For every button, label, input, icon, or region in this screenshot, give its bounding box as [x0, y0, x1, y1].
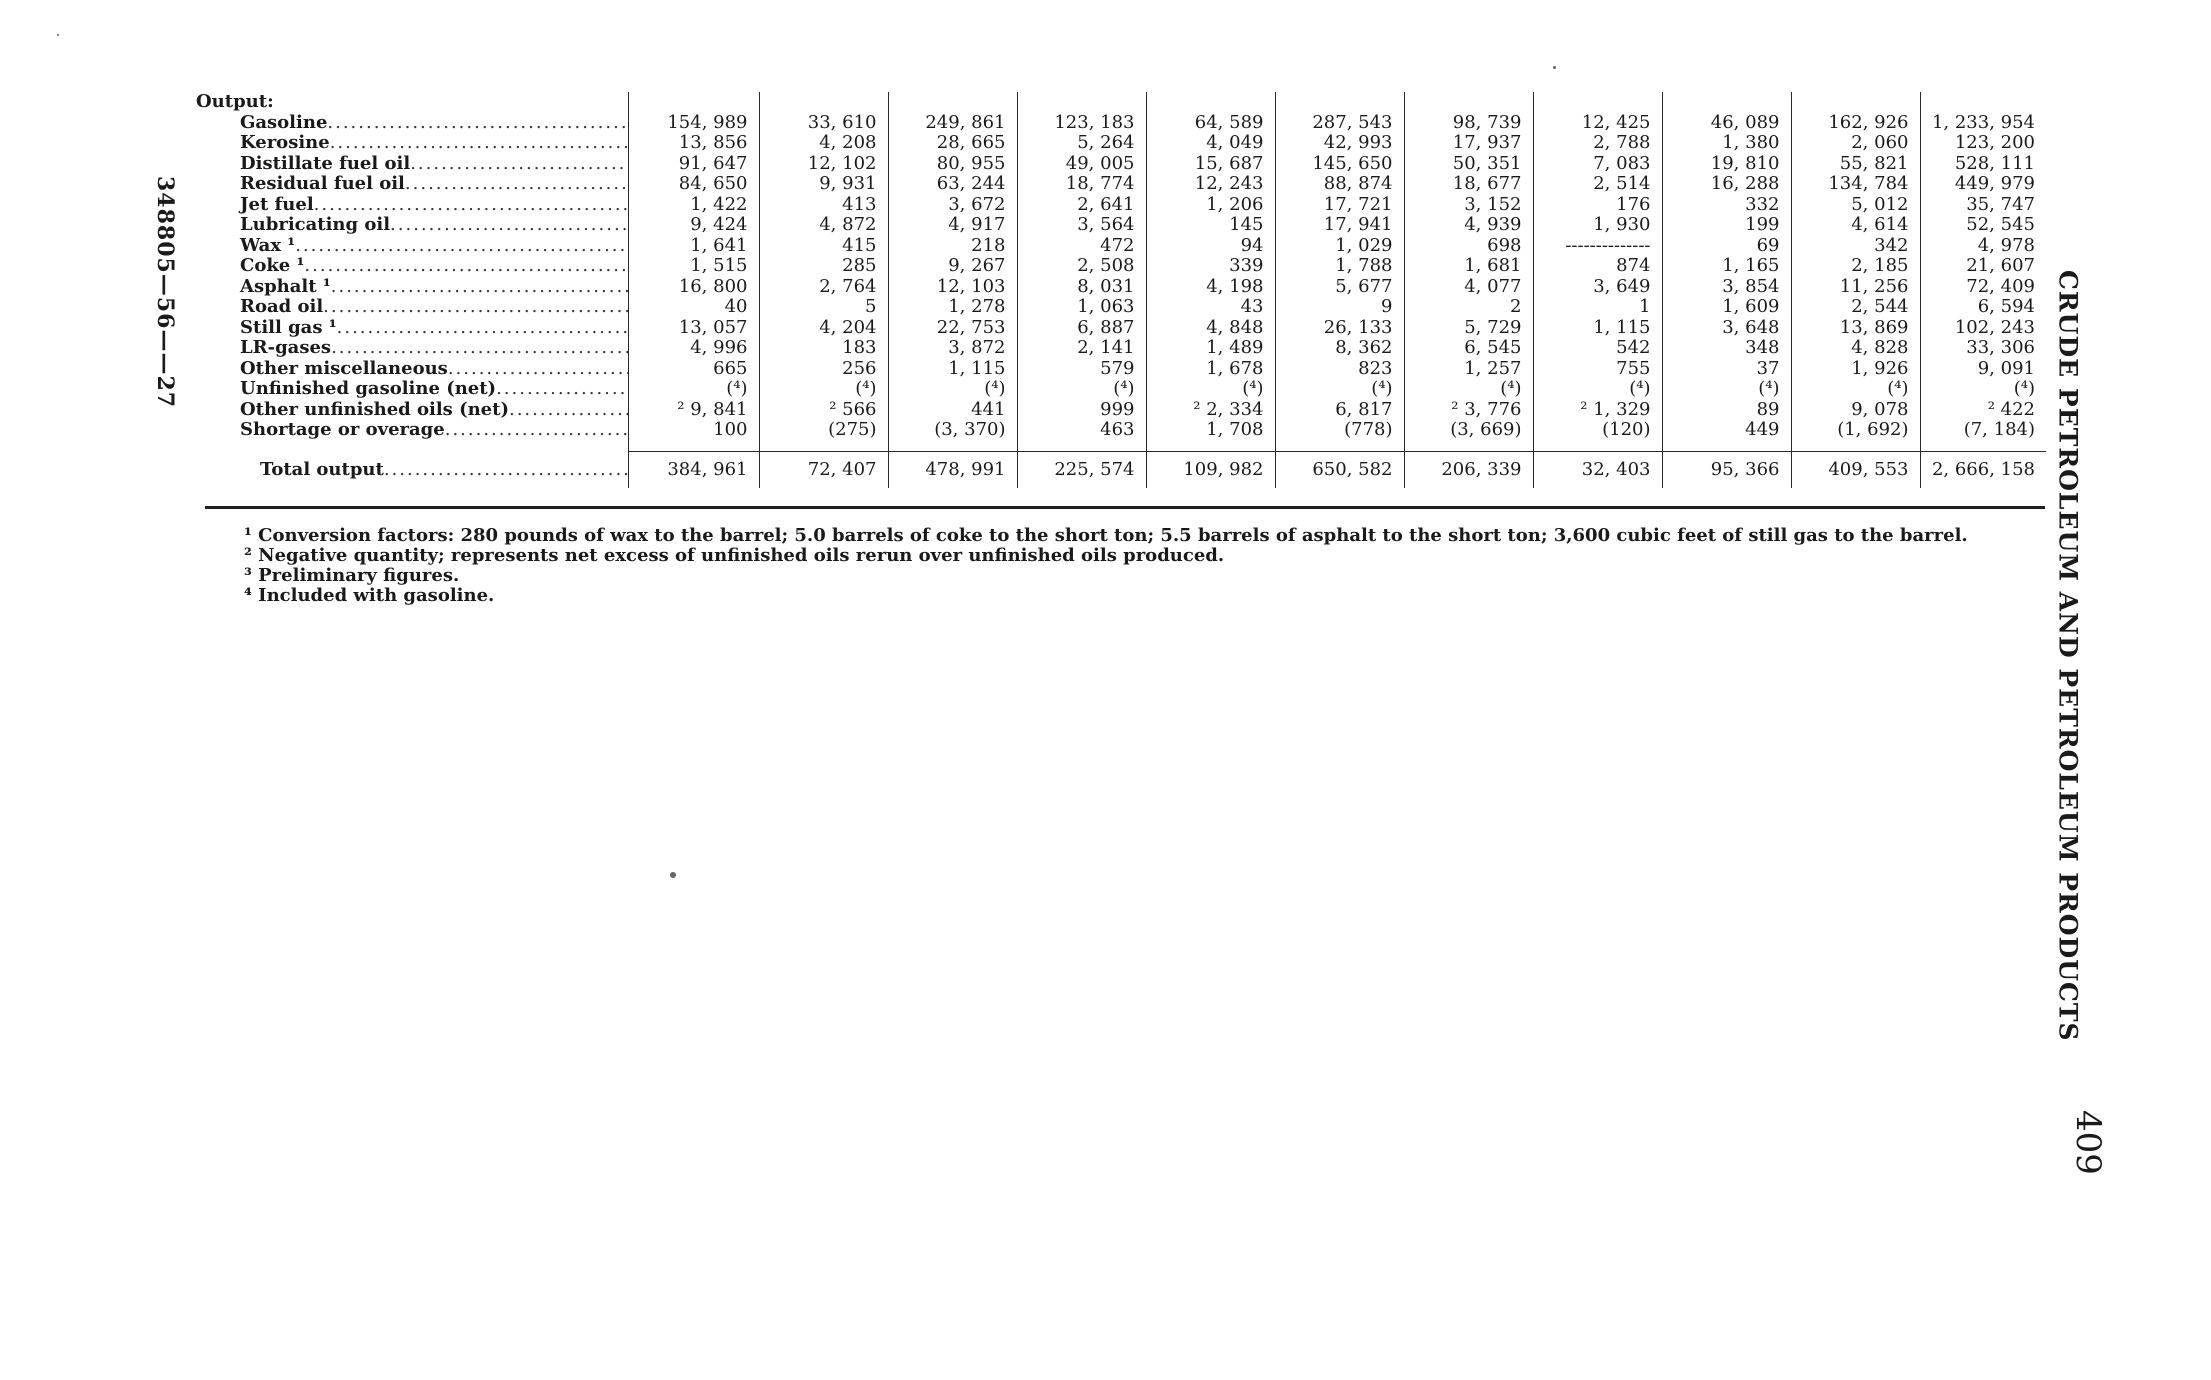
table-cell: 579 — [1017, 359, 1146, 380]
table-cell: 18, 677 — [1404, 174, 1533, 195]
table-cell: 2, 788 — [1533, 133, 1662, 154]
table-cell: 4, 996 — [628, 338, 759, 359]
total-label-cell — [196, 451, 628, 488]
table-cell: 42, 993 — [1275, 133, 1404, 154]
table-cell: 874 — [1533, 256, 1662, 277]
table-cell: 2, 060 — [1791, 133, 1920, 154]
table-cell: 1, 489 — [1146, 338, 1275, 359]
table-cell: 285 — [759, 256, 888, 277]
table-cell: 528, 111 — [1920, 154, 2046, 175]
table-cell: (⁴) — [1662, 379, 1791, 400]
table-cell: 1, 788 — [1275, 256, 1404, 277]
table-cell: 98, 739 — [1404, 113, 1533, 134]
table-cell: 542 — [1533, 338, 1662, 359]
table-cell: 12, 243 — [1146, 174, 1275, 195]
section-header-row — [196, 92, 2046, 113]
table-cell: 4, 939 — [1404, 215, 1533, 236]
row-label-cell — [196, 318, 628, 339]
footnote-1: ¹ Conversion factors: 280 pounds of wax to the barrel; 5.0 barrels of coke to the short ton; 5.5 barrels of asphalt to the short ton; 3,600 cubic feet of still gas to the barrel. — [244, 525, 1968, 546]
table-cell: 4, 614 — [1791, 215, 1920, 236]
table-cell: 2 — [1404, 297, 1533, 318]
row-label-cell — [196, 195, 628, 216]
table-cell: 3, 564 — [1017, 215, 1146, 236]
table-cell: 1, 115 — [1533, 318, 1662, 339]
row-label-cell — [196, 215, 628, 236]
table-cell: 4, 828 — [1791, 338, 1920, 359]
table-cell: ² 2, 334 — [1146, 400, 1275, 421]
table-cell: 100 — [628, 420, 759, 441]
footnote-2: ² Negative quantity; represents net excess of unfinished oils rerun over unfinished oils produced. — [244, 545, 1225, 566]
total-row — [196, 451, 2046, 488]
row-label: Residual fuel oil ..... — [196, 174, 628, 194]
table-cell: 441 — [888, 400, 1017, 421]
table-cell: (7, 184) — [1920, 420, 2046, 441]
table-cell: 4, 198 — [1146, 277, 1275, 298]
table-cell: 33, 306 — [1920, 338, 2046, 359]
table-cell: (3, 669) — [1404, 420, 1533, 441]
row-label: Coke ¹ ..... — [196, 256, 628, 276]
table-cell: 11, 256 — [1791, 277, 1920, 298]
table-cell: 46, 089 — [1662, 113, 1791, 134]
table-cell: 52, 545 — [1920, 215, 2046, 236]
table-cell: 1, 681 — [1404, 256, 1533, 277]
table-cell: 449 — [1662, 420, 1791, 441]
total-cell: 109, 982 — [1146, 451, 1275, 488]
table-cell: -------------- — [1533, 236, 1662, 257]
table-cell: 4, 204 — [759, 318, 888, 339]
table-cell: (778) — [1275, 420, 1404, 441]
scan-speck — [670, 872, 676, 878]
table-cell: 4, 917 — [888, 215, 1017, 236]
table-cell: 413 — [759, 195, 888, 216]
table-row — [196, 154, 2046, 175]
table-cell: 176 — [1533, 195, 1662, 216]
table-cell: 15, 687 — [1146, 154, 1275, 175]
table-cell: 3, 672 — [888, 195, 1017, 216]
scan-speck — [57, 34, 59, 36]
table-cell: 1, 029 — [1275, 236, 1404, 257]
table-cell: 3, 872 — [888, 338, 1017, 359]
table-cell: ² 1, 329 — [1533, 400, 1662, 421]
table-cell: 16, 288 — [1662, 174, 1791, 195]
table-cell: 13, 057 — [628, 318, 759, 339]
table-cell: 6, 887 — [1017, 318, 1146, 339]
table-cell: 6, 545 — [1404, 338, 1533, 359]
row-label-cell — [196, 359, 628, 380]
table-cell: 2, 544 — [1791, 297, 1920, 318]
table-cell: 348 — [1662, 338, 1791, 359]
table-row — [196, 318, 2046, 339]
table-cell: 3, 648 — [1662, 318, 1791, 339]
table-cell: 94 — [1146, 236, 1275, 257]
table-cell: 33, 610 — [759, 113, 888, 134]
table-cell: (⁴) — [1275, 379, 1404, 400]
total-cell: 32, 403 — [1533, 451, 1662, 488]
table-cell: 16, 800 — [628, 277, 759, 298]
table-cell: 21, 607 — [1920, 256, 2046, 277]
table-cell: 37 — [1662, 359, 1791, 380]
table-cell: 64, 589 — [1146, 113, 1275, 134]
table-cell: (⁴) — [1533, 379, 1662, 400]
total-cell: 478, 991 — [888, 451, 1017, 488]
table-cell: 256 — [759, 359, 888, 380]
table-cell: 823 — [1275, 359, 1404, 380]
table-cell: 2, 764 — [759, 277, 888, 298]
table-cell: 12, 425 — [1533, 113, 1662, 134]
table-cell: 287, 543 — [1275, 113, 1404, 134]
table-cell: 4, 077 — [1404, 277, 1533, 298]
table-cell: 1, 708 — [1146, 420, 1275, 441]
table-cell: 332 — [1662, 195, 1791, 216]
table-cell: 2, 185 — [1791, 256, 1920, 277]
table-cell: (⁴) — [888, 379, 1017, 400]
statistics-table-container — [196, 92, 2046, 488]
table-cell: 1, 641 — [628, 236, 759, 257]
row-label-cell — [196, 277, 628, 298]
footnote-4: ⁴ Included with gasoline. — [244, 585, 495, 606]
table-cell: ² 566 — [759, 400, 888, 421]
table-cell: 8, 362 — [1275, 338, 1404, 359]
table-cell: 9, 091 — [1920, 359, 2046, 380]
table-cell: 69 — [1662, 236, 1791, 257]
table-cell: 1, 278 — [888, 297, 1017, 318]
table-row — [196, 174, 2046, 195]
table-cell: ² 422 — [1920, 400, 2046, 421]
table-cell: 18, 774 — [1017, 174, 1146, 195]
table-cell: 35, 747 — [1920, 195, 2046, 216]
table-cell: 463 — [1017, 420, 1146, 441]
table-cell: 17, 937 — [1404, 133, 1533, 154]
table-cell: 218 — [888, 236, 1017, 257]
table-cell: 63, 244 — [888, 174, 1017, 195]
table-row — [196, 236, 2046, 257]
table-cell: 84, 650 — [628, 174, 759, 195]
table-row — [196, 256, 2046, 277]
table-cell: 17, 941 — [1275, 215, 1404, 236]
table-cell: 7, 083 — [1533, 154, 1662, 175]
table-row — [196, 195, 2046, 216]
page-number: 409 — [2068, 1110, 2108, 1175]
output-table — [196, 92, 2046, 488]
table-cell: 5, 729 — [1404, 318, 1533, 339]
table-cell: 698 — [1404, 236, 1533, 257]
table-cell: 123, 183 — [1017, 113, 1146, 134]
table-cell: 1, 233, 954 — [1920, 113, 2046, 134]
table-row — [196, 113, 2046, 134]
table-cell: 1, 678 — [1146, 359, 1275, 380]
table-cell: (⁴) — [1017, 379, 1146, 400]
table-cell: 339 — [1146, 256, 1275, 277]
table-cell: 1 — [1533, 297, 1662, 318]
row-label-cell — [196, 113, 628, 134]
table-cell: 2, 641 — [1017, 195, 1146, 216]
table-cell: 6, 817 — [1275, 400, 1404, 421]
table-cell: (3, 370) — [888, 420, 1017, 441]
table-cell: 1, 926 — [1791, 359, 1920, 380]
table-cell: 89 — [1662, 400, 1791, 421]
table-cell: 4, 978 — [1920, 236, 2046, 257]
total-cell: 409, 553 — [1791, 451, 1920, 488]
row-label-cell — [196, 256, 628, 277]
table-cell: 43 — [1146, 297, 1275, 318]
row-label: Jet fuel ..... — [196, 195, 628, 215]
table-cell: 2, 508 — [1017, 256, 1146, 277]
table-cell: (⁴) — [1920, 379, 2046, 400]
row-label: Unfinished gasoline (net) ..... — [196, 379, 628, 399]
table-cell: 4, 872 — [759, 215, 888, 236]
table-cell: 5, 264 — [1017, 133, 1146, 154]
row-label: Other miscellaneous ..... — [196, 359, 628, 379]
row-label-cell — [196, 133, 628, 154]
table-row — [196, 400, 2046, 421]
table-cell: 449, 979 — [1920, 174, 2046, 195]
table-cell: 19, 810 — [1662, 154, 1791, 175]
table-cell: 5, 012 — [1791, 195, 1920, 216]
total-cell: 225, 574 — [1017, 451, 1146, 488]
total-cell: 384, 961 — [628, 451, 759, 488]
table-row — [196, 297, 2046, 318]
row-label: Gasoline ..... — [196, 113, 628, 133]
printer-code: 348805—56——27 — [152, 176, 178, 409]
row-label: Other unfinished oils (net) ..... — [196, 400, 628, 420]
table-cell: 1, 165 — [1662, 256, 1791, 277]
table-cell: 154, 989 — [628, 113, 759, 134]
table-cell: 472 — [1017, 236, 1146, 257]
table-row — [196, 420, 2046, 441]
table-row — [196, 133, 2046, 154]
table-cell: 9 — [1275, 297, 1404, 318]
table-row — [196, 277, 2046, 298]
table-cell: 55, 821 — [1791, 154, 1920, 175]
table-cell: 17, 721 — [1275, 195, 1404, 216]
table-cell: (275) — [759, 420, 888, 441]
table-cell: 199 — [1662, 215, 1791, 236]
total-cell: 650, 582 — [1275, 451, 1404, 488]
table-cell: 162, 926 — [1791, 113, 1920, 134]
total-cell: 72, 407 — [759, 451, 888, 488]
table-cell: 91, 647 — [628, 154, 759, 175]
row-label: Shortage or overage ..... — [196, 420, 628, 440]
table-cell: 342 — [1791, 236, 1920, 257]
table-cell: (1, 692) — [1791, 420, 1920, 441]
row-label-cell — [196, 174, 628, 195]
table-cell: 1, 115 — [888, 359, 1017, 380]
total-label: Total output ..... — [196, 459, 628, 480]
table-cell: 13, 856 — [628, 133, 759, 154]
row-label-cell — [196, 297, 628, 318]
table-cell: (⁴) — [759, 379, 888, 400]
table-cell: 3, 649 — [1533, 277, 1662, 298]
table-cell: 1, 515 — [628, 256, 759, 277]
table-cell: 755 — [1533, 359, 1662, 380]
table-cell: 88, 874 — [1275, 174, 1404, 195]
total-cell: 95, 366 — [1662, 451, 1791, 488]
row-label-cell — [196, 379, 628, 400]
table-cell: (⁴) — [1146, 379, 1275, 400]
table-cell: 4, 208 — [759, 133, 888, 154]
table-cell: 1, 930 — [1533, 215, 1662, 236]
table-cell: 999 — [1017, 400, 1146, 421]
table-cell: 1, 257 — [1404, 359, 1533, 380]
row-label: Wax ¹ ..... — [196, 236, 628, 256]
table-cell: 665 — [628, 359, 759, 380]
footnotes — [244, 526, 2044, 606]
table-cell: 1, 063 — [1017, 297, 1146, 318]
row-label: Kerosine ..... — [196, 133, 628, 153]
table-cell: 9, 424 — [628, 215, 759, 236]
table-cell: 26, 133 — [1275, 318, 1404, 339]
table-cell: 5 — [759, 297, 888, 318]
table-row — [196, 379, 2046, 400]
table-cell: 249, 861 — [888, 113, 1017, 134]
row-label-cell — [196, 154, 628, 175]
table-cell: 13, 869 — [1791, 318, 1920, 339]
table-cell: 6, 594 — [1920, 297, 2046, 318]
table-cell: 2, 141 — [1017, 338, 1146, 359]
table-bottom-rule — [205, 506, 2045, 509]
row-label-cell — [196, 400, 628, 421]
table-cell: 9, 078 — [1791, 400, 1920, 421]
table-cell: 80, 955 — [888, 154, 1017, 175]
row-label-cell — [196, 338, 628, 359]
table-cell: 50, 351 — [1404, 154, 1533, 175]
table-cell: ² 9, 841 — [628, 400, 759, 421]
table-cell: (⁴) — [1791, 379, 1920, 400]
table-cell: 49, 005 — [1017, 154, 1146, 175]
row-label: Lubricating oil ..... — [196, 215, 628, 235]
table-cell: 9, 931 — [759, 174, 888, 195]
table-cell: 3, 152 — [1404, 195, 1533, 216]
row-label: Distillate fuel oil ..... — [196, 154, 628, 174]
table-cell: 28, 665 — [888, 133, 1017, 154]
table-cell: (⁴) — [628, 379, 759, 400]
spacer-row — [196, 441, 2046, 452]
total-cell: 2, 666, 158 — [1920, 451, 2046, 488]
row-label: Asphalt ¹ ..... — [196, 277, 628, 297]
table-cell: 2, 514 — [1533, 174, 1662, 195]
footnote-3: ³ Preliminary figures. — [244, 565, 460, 586]
row-label: LR-gases ..... — [196, 338, 628, 358]
table-row — [196, 359, 2046, 380]
table-cell: 1, 422 — [628, 195, 759, 216]
table-cell: 12, 102 — [759, 154, 888, 175]
table-cell: ² 3, 776 — [1404, 400, 1533, 421]
table-cell: (⁴) — [1404, 379, 1533, 400]
running-head — [2050, 270, 2086, 1042]
row-label-cell — [196, 420, 628, 441]
table-row — [196, 338, 2046, 359]
table-cell: 5, 677 — [1275, 277, 1404, 298]
table-cell: (120) — [1533, 420, 1662, 441]
table-cell: 1, 609 — [1662, 297, 1791, 318]
table-row — [196, 215, 2046, 236]
table-cell: 123, 200 — [1920, 133, 2046, 154]
section-label: Output: — [196, 92, 274, 112]
table-cell: 12, 103 — [888, 277, 1017, 298]
table-cell: 183 — [759, 338, 888, 359]
table-cell: 4, 049 — [1146, 133, 1275, 154]
table-cell: 9, 267 — [888, 256, 1017, 277]
running-head-text: CRUDE PETROLEUM AND PETROLEUM PRODUCTS — [2053, 270, 2083, 1042]
table-cell: 415 — [759, 236, 888, 257]
row-label: Still gas ¹ ..... — [196, 318, 628, 338]
table-cell: 1, 206 — [1146, 195, 1275, 216]
row-label: Road oil ..... — [196, 297, 628, 317]
table-cell: 102, 243 — [1920, 318, 2046, 339]
table-cell: 1, 380 — [1662, 133, 1791, 154]
table-cell: 145 — [1146, 215, 1275, 236]
total-cell: 206, 339 — [1404, 451, 1533, 488]
table-cell: 134, 784 — [1791, 174, 1920, 195]
table-cell: 40 — [628, 297, 759, 318]
table-cell: 3, 854 — [1662, 277, 1791, 298]
scan-speck — [1553, 66, 1556, 69]
row-label-cell — [196, 236, 628, 257]
table-cell: 22, 753 — [888, 318, 1017, 339]
table-cell: 145, 650 — [1275, 154, 1404, 175]
table-cell: 8, 031 — [1017, 277, 1146, 298]
table-cell: 4, 848 — [1146, 318, 1275, 339]
table-cell: 72, 409 — [1920, 277, 2046, 298]
